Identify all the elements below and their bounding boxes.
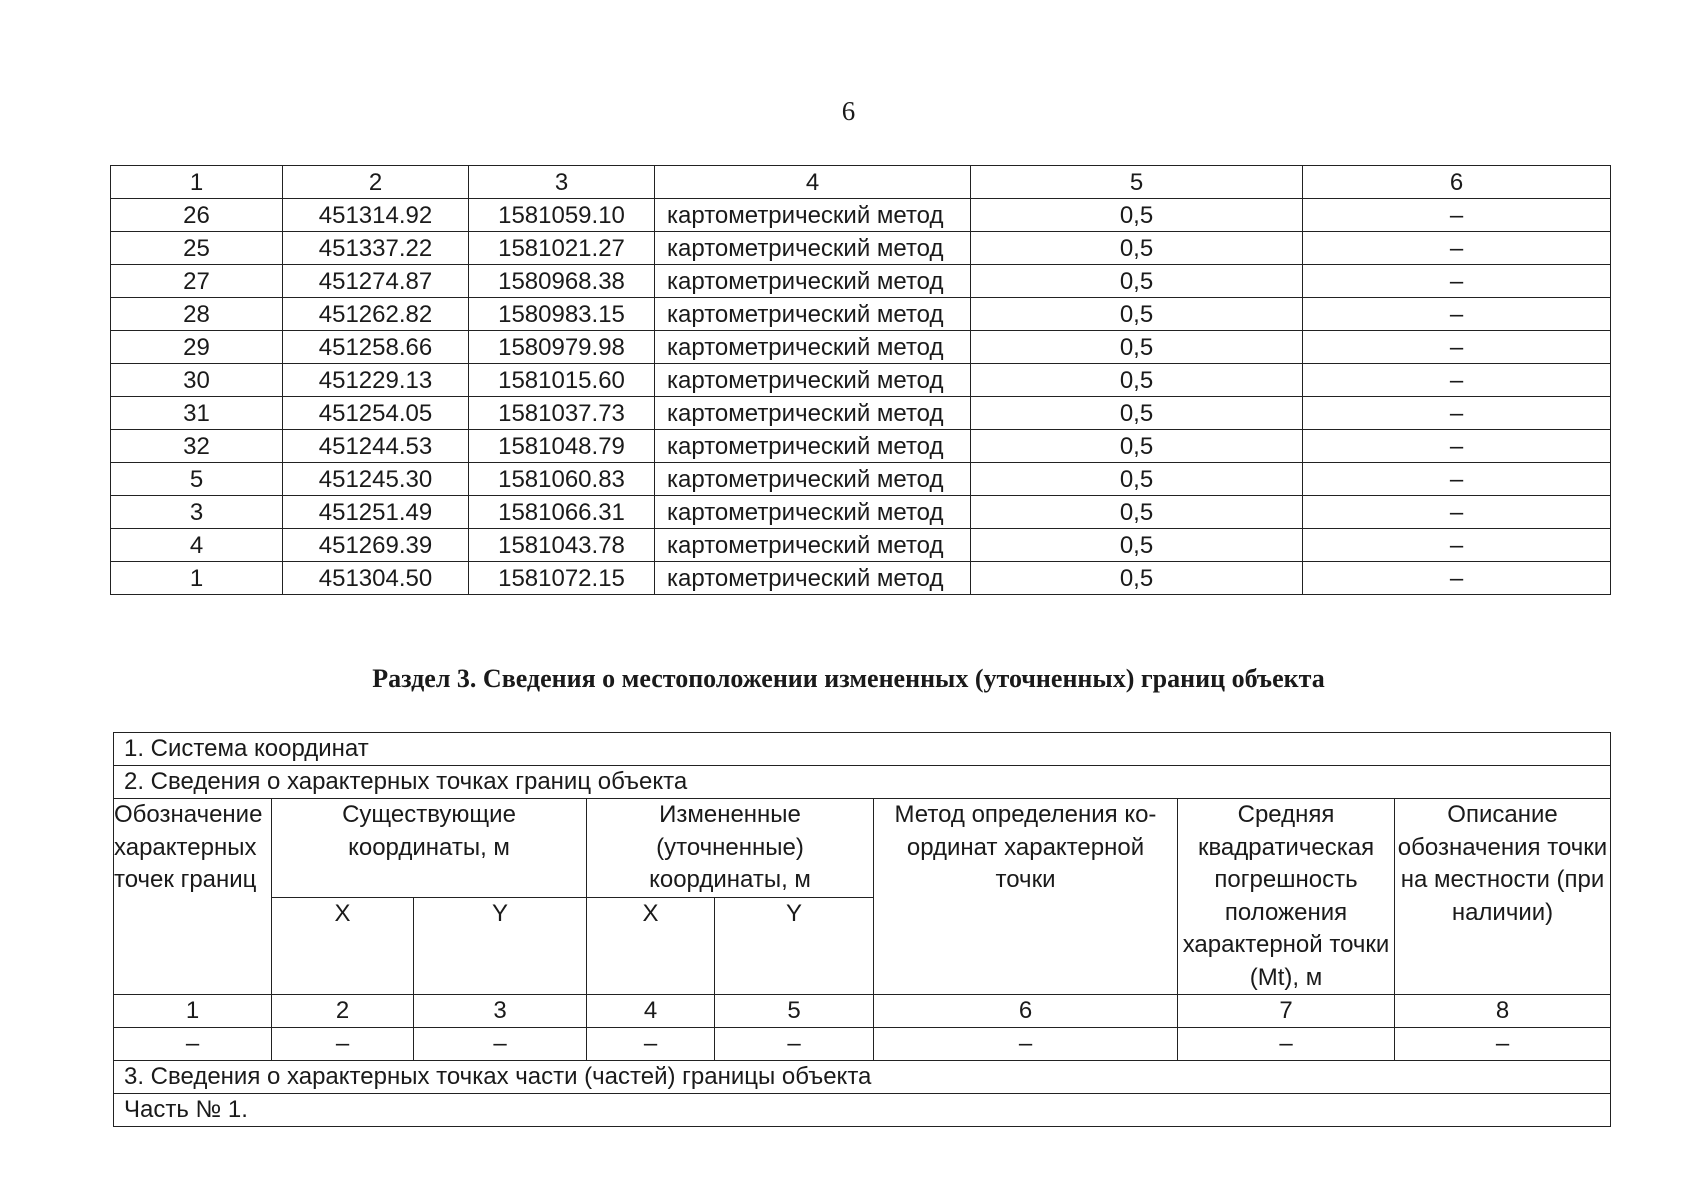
table-cell: 0,5 xyxy=(971,397,1303,430)
table-cell: 1581015.60 xyxy=(469,364,655,397)
header-row xyxy=(111,166,1611,199)
table-cell: 26 xyxy=(111,199,283,232)
table-cell: 0,5 xyxy=(971,529,1303,562)
table-cell: картометрический метод xyxy=(655,364,971,397)
table-cell: 1 xyxy=(111,562,283,595)
column-numbers-row xyxy=(114,995,1611,1028)
table-row xyxy=(111,397,1611,430)
table-cell: 0,5 xyxy=(971,430,1303,463)
data-cell: – xyxy=(587,1028,715,1061)
boundary-points-table xyxy=(110,165,1611,595)
table-cell: 31 xyxy=(111,397,283,430)
table-cell: 451229.13 xyxy=(283,364,469,397)
table-cell: 0,5 xyxy=(971,331,1303,364)
table-cell: 27 xyxy=(111,265,283,298)
table-cell: – xyxy=(1303,364,1611,397)
table-cell: 0,5 xyxy=(971,463,1303,496)
table-cell: 3 xyxy=(111,496,283,529)
table-cell: – xyxy=(1303,529,1611,562)
table-cell: картометрический метод xyxy=(655,265,971,298)
table-cell: картометрический метод xyxy=(655,232,971,265)
table-row xyxy=(111,562,1611,595)
changed-boundaries-table xyxy=(113,732,1611,1127)
table-cell: 451251.49 xyxy=(283,496,469,529)
part-label-row: Часть № 1. xyxy=(114,1094,1611,1127)
data-cell: – xyxy=(715,1028,874,1061)
table-cell: 0,5 xyxy=(971,265,1303,298)
table-cell: 6 xyxy=(1303,166,1611,199)
table-cell: 5 xyxy=(111,463,283,496)
col-header-changed: Измененные (уточненные) координаты, м xyxy=(587,799,874,898)
col-header-existing: Существующие координаты, м xyxy=(272,799,587,898)
table-row xyxy=(111,463,1611,496)
table-cell: 0,5 xyxy=(971,562,1303,595)
table-cell: картометрический метод xyxy=(655,331,971,364)
coord-system-row: 1. Система координат xyxy=(114,733,1611,766)
table-cell: – xyxy=(1303,430,1611,463)
table-cell: – xyxy=(1303,463,1611,496)
table-cell: 451269.39 xyxy=(283,529,469,562)
col-header-designation: Обозначение характерных точек границ xyxy=(114,799,272,995)
table-cell: 451245.30 xyxy=(283,463,469,496)
table-cell: 451258.66 xyxy=(283,331,469,364)
col-number: 7 xyxy=(1178,995,1395,1028)
table-cell: 451244.53 xyxy=(283,430,469,463)
table-row xyxy=(111,496,1611,529)
table-cell: 1580979.98 xyxy=(469,331,655,364)
col-number: 8 xyxy=(1395,995,1611,1028)
table-cell: 451274.87 xyxy=(283,265,469,298)
data-cell: – xyxy=(1395,1028,1611,1061)
table-cell: 3 xyxy=(469,166,655,199)
col-number: 3 xyxy=(414,995,587,1028)
col-header-description: Описание обозначения точки на местности (при наличии) xyxy=(1395,799,1611,995)
col-header-method: Метод определения ко- ординат характерной точки xyxy=(874,799,1178,995)
parts-heading-row: 3. Сведения о характерных точках части (частей) границы объекта xyxy=(114,1061,1611,1094)
col-number: 1 xyxy=(114,995,272,1028)
data-cell: – xyxy=(114,1028,272,1061)
col-header-existing-x: X xyxy=(272,898,414,995)
table-cell: 28 xyxy=(111,298,283,331)
table-cell: 1581059.10 xyxy=(469,199,655,232)
table-cell: – xyxy=(1303,496,1611,529)
section-title: Раздел 3. Сведения о местоположении измененных (уточненных) границ объекта xyxy=(372,664,1325,693)
table-cell: 25 xyxy=(111,232,283,265)
table-cell: – xyxy=(1303,562,1611,595)
col-number: 4 xyxy=(587,995,715,1028)
table-cell: 451337.22 xyxy=(283,232,469,265)
table-cell: 1581066.31 xyxy=(469,496,655,529)
table-row xyxy=(111,199,1611,232)
table-cell: картометрический метод xyxy=(655,562,971,595)
data-cell: – xyxy=(874,1028,1178,1061)
table-cell: 2 xyxy=(283,166,469,199)
table-cell: картометрический метод xyxy=(655,397,971,430)
table-row xyxy=(111,529,1611,562)
table-cell: 1580983.15 xyxy=(469,298,655,331)
table-cell: – xyxy=(1303,199,1611,232)
data-cell: – xyxy=(1178,1028,1395,1061)
table-cell: 1581037.73 xyxy=(469,397,655,430)
table-cell: 0,5 xyxy=(971,199,1303,232)
points-heading-row: 2. Сведения о характерных точках границ объекта xyxy=(114,766,1611,799)
table-cell: – xyxy=(1303,265,1611,298)
data-cell: – xyxy=(414,1028,587,1061)
table-cell: 4 xyxy=(655,166,971,199)
col-number: 6 xyxy=(874,995,1178,1028)
table-cell: 29 xyxy=(111,331,283,364)
table-cell: 451254.05 xyxy=(283,397,469,430)
table-cell: картометрический метод xyxy=(655,199,971,232)
table-cell: 451314.92 xyxy=(283,199,469,232)
table-cell: – xyxy=(1303,232,1611,265)
table-cell: картометрический метод xyxy=(655,298,971,331)
table-cell: картометрический метод xyxy=(655,496,971,529)
table-cell: 0,5 xyxy=(971,298,1303,331)
col-number: 2 xyxy=(272,995,414,1028)
table-cell: 0,5 xyxy=(971,364,1303,397)
table-row xyxy=(111,430,1611,463)
data-row xyxy=(114,1028,1611,1061)
table-row xyxy=(111,265,1611,298)
table-cell: 1581072.15 xyxy=(469,562,655,595)
table-row xyxy=(111,331,1611,364)
col-header-error: Средняя квадратическая погрешность положения характерной точки (Mt), м xyxy=(1178,799,1395,995)
table-cell: 1581048.79 xyxy=(469,430,655,463)
table-row xyxy=(111,298,1611,331)
table-cell: 32 xyxy=(111,430,283,463)
col-number: 5 xyxy=(715,995,874,1028)
table-cell: картометрический метод xyxy=(655,463,971,496)
table-cell: 0,5 xyxy=(971,232,1303,265)
table-cell: 1581060.83 xyxy=(469,463,655,496)
table-cell: 4 xyxy=(111,529,283,562)
table-cell: картометрический метод xyxy=(655,430,971,463)
table-cell: 1581043.78 xyxy=(469,529,655,562)
table-cell: 1581021.27 xyxy=(469,232,655,265)
table-cell: 0,5 xyxy=(971,496,1303,529)
table-cell: 30 xyxy=(111,364,283,397)
table-cell: – xyxy=(1303,298,1611,331)
table-cell: 5 xyxy=(971,166,1303,199)
col-header-changed-y: Y xyxy=(715,898,874,995)
table-cell: – xyxy=(1303,331,1611,364)
table-cell: 451304.50 xyxy=(283,562,469,595)
table-row xyxy=(111,364,1611,397)
table-cell: 1580968.38 xyxy=(469,265,655,298)
col-header-existing-y: Y xyxy=(414,898,587,995)
table-cell: 1 xyxy=(111,166,283,199)
table-cell: – xyxy=(1303,397,1611,430)
page-number: 6 xyxy=(841,96,856,126)
col-header-changed-x: X xyxy=(587,898,715,995)
table-cell: картометрический метод xyxy=(655,529,971,562)
table-row xyxy=(111,232,1611,265)
data-cell: – xyxy=(272,1028,414,1061)
table-cell: 451262.82 xyxy=(283,298,469,331)
